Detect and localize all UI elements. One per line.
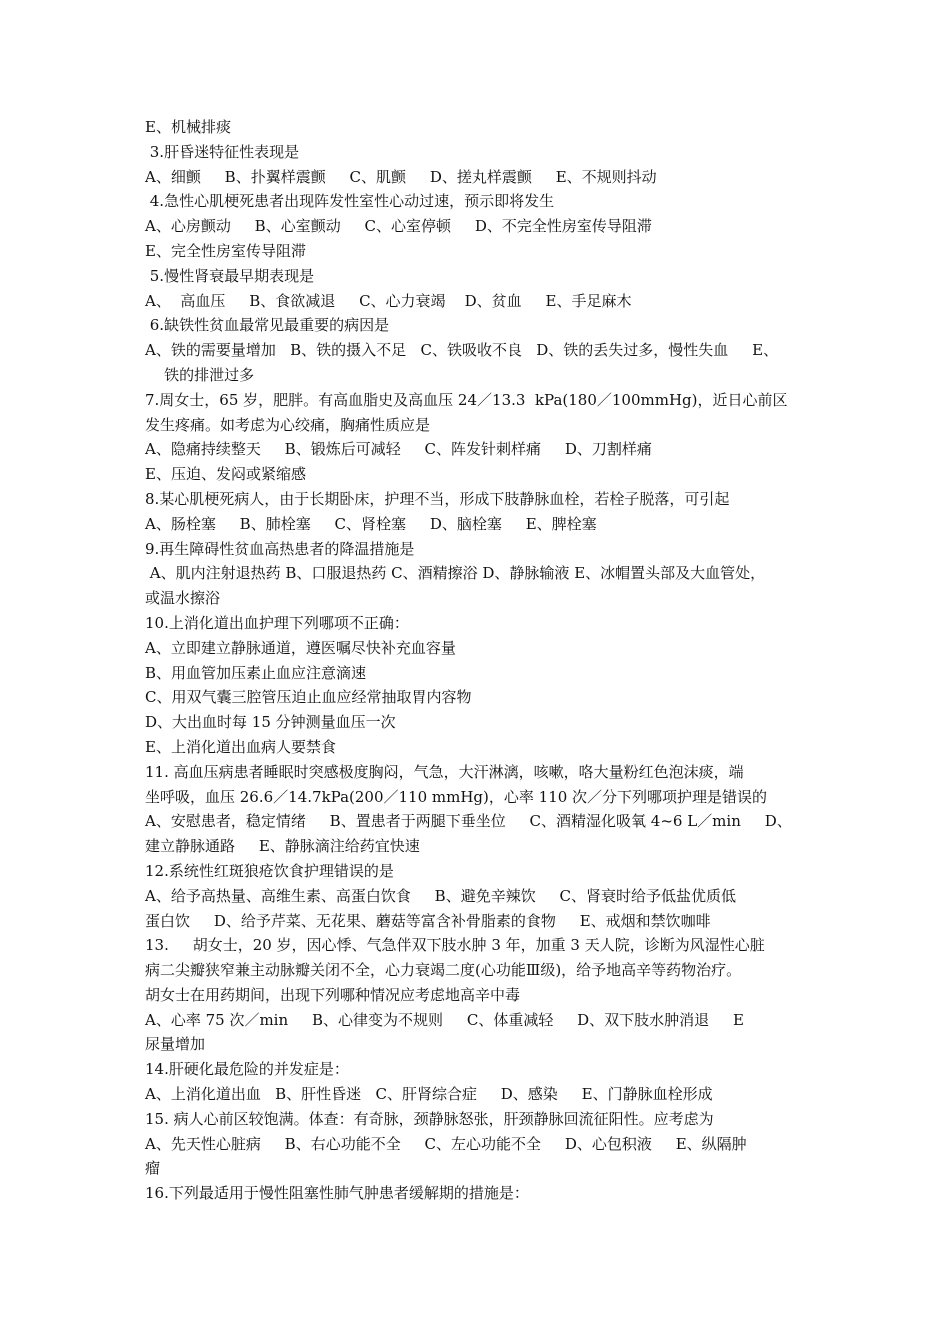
answer-options: A、上消化道出血 B、肝性昏迷 C、肝肾综合症 D、感染 E、门静脉血栓形成 [145,1085,713,1104]
question-stem: 16.下列最适用于慢性阻塞性肺气肿患者缓解期的措施是： [145,1184,529,1203]
answer-options: C、用双气囊三腔管压迫止血应经常抽取胃内容物 [145,688,472,707]
text-line: E、机械排痰 [145,118,231,136]
question-stem: 4.急性心肌梗死患者出现阵发性室性心动过速，预示即将发生 [145,192,555,211]
question-stem: 胡女士在用药期间，出现下列哪种情况应考虑地高辛中毒 [145,985,521,1004]
answer-options: E、压迫、发闷或紧缩感 [145,465,306,484]
question-stem: 6.缺铁性贫血最常见最重要的病因是 [145,316,390,335]
question-stem: 发生疼痛。如考虑为心绞痛，胸痛性质应是 [145,415,431,434]
answer-options: A、隐痛持续整天 B、锻炼后可减轻 C、阵发针刺样痛 D、刀割样痛 [145,440,652,459]
question-stem: 坐呼吸，血压 26.6／14.7kPa(200／110 mmHg)，心率 110 次／分下列哪项护理是错误的 [145,787,768,806]
answer-options: A、立即建立静脉通道，遵医嘱尽快补充血容量 [145,638,456,657]
answer-options: 瘤 [145,1159,161,1178]
answer-options: 铁的排泄过多 [145,365,255,384]
answer-options: A、给予高热量、高维生素、高蛋白饮食 B、避免辛辣饮 C、肾衰时给予低盐优质低 [145,886,737,905]
answer-options: A、肠栓塞 B、肺栓塞 C、肾栓塞 D、脑栓塞 E、脾栓塞 [145,514,597,533]
answer-options: B、用血管加压素止血应注意滴速 [145,663,367,682]
question-stem: 11. 高血压病患者睡眠时突感极度胸闷，气急，大汗淋漓，咳嗽，咯大量粉红色泡沫痰，端 [145,762,744,781]
answer-options: A、先天性心脏病 B、右心功能不全 C、左心功能不全 D、心包积液 E、纵隔肿 [145,1134,747,1153]
answer-options: 或温水擦浴 [145,589,221,608]
question-stem: 12.系统性红斑狼疮饮食护理错误的是 [145,861,394,880]
question-stem: 13. 胡女士，20 岁，因心悸、气急伴双下肢水肿 3 年，加重 3 天人院，诊断为风湿性心脏 [145,936,765,955]
question-stem: 7.周女士，65 岁，肥胖。有高血脂史及高血压 24／13.3 kPa(180／100mmHg)，近日心前区 [145,390,788,409]
question-stem: 9.再生障碍性贫血高热患者的降温措施是 [145,539,415,558]
answer-options: A、细颤 B、扑翼样震颤 C、肌颤 D、搓丸样震颤 E、不规则抖动 [145,167,657,186]
answer-options: A、 高血压 B、食欲减退 C、心力衰竭 D、贫血 E、手足麻木 [145,291,632,310]
question-stem: 3.肝昏迷特征性表现是 [145,142,300,161]
answer-options: D、大出血时每 15 分钟测量血压一次 [145,713,396,732]
answer-options: A、安慰患者，稳定情绪 B、置患者于两腿下垂坐位 C、酒精湿化吸氧 4~6 L／min D、 [145,812,792,831]
question-stem: 15. 病人心前区较饱满。体查：有奇脉，颈静脉怒张，肝颈静脉回流征阳性。应考虑为 [145,1109,714,1128]
question-stem: 10.上消化道出血护理下列哪项不正确： [145,613,409,632]
question-stem: 14.肝硬化最危险的并发症是： [145,1060,349,1079]
question-stem: 病二尖瓣狭窄兼主动脉瓣关闭不全，心力衰竭二度(心功能Ⅲ级)，给予地高辛等药物治疗。 [145,961,742,980]
answer-options: A、心率 75 次／min B、心律变为不规则 C、体重减轻 D、双下肢水肿消退 E [145,1010,744,1029]
answer-options: A、铁的需要量增加 B、铁的摄入不足 C、铁吸收不良 D、铁的丢失过多，慢性失血 E、 [145,341,779,360]
document-body [145,115,810,1206]
answer-options: 尿量增加 [145,1035,206,1054]
answer-options: 建立静脉通路 E、静脉滴注给药宜快速 [145,837,420,856]
answer-options: A、肌内注射退热药 B、口服退热药 C、酒精擦浴 D、静脉输液 E、冰帽置头部及大血管处， [145,564,766,583]
answer-options: A、心房颤动 B、心室颤动 C、心室停顿 D、不完全性房室传导阻滞 [145,217,652,236]
question-stem: 8.某心肌梗死病人，由于长期卧床，护理不当，形成下肢静脉血栓，若栓子脱落，可引起 [145,489,730,508]
question-stem: 5.慢性肾衰最早期表现是 [145,266,315,285]
answer-options: 蛋白饮 D、给予芹菜、无花果、蘑菇等富含补骨脂素的食物 E、戒烟和禁饮咖啡 [145,911,711,930]
answer-options: E、上消化道出血病人要禁食 [145,737,336,756]
answer-options: E、完全性房室传导阻滞 [145,241,306,260]
